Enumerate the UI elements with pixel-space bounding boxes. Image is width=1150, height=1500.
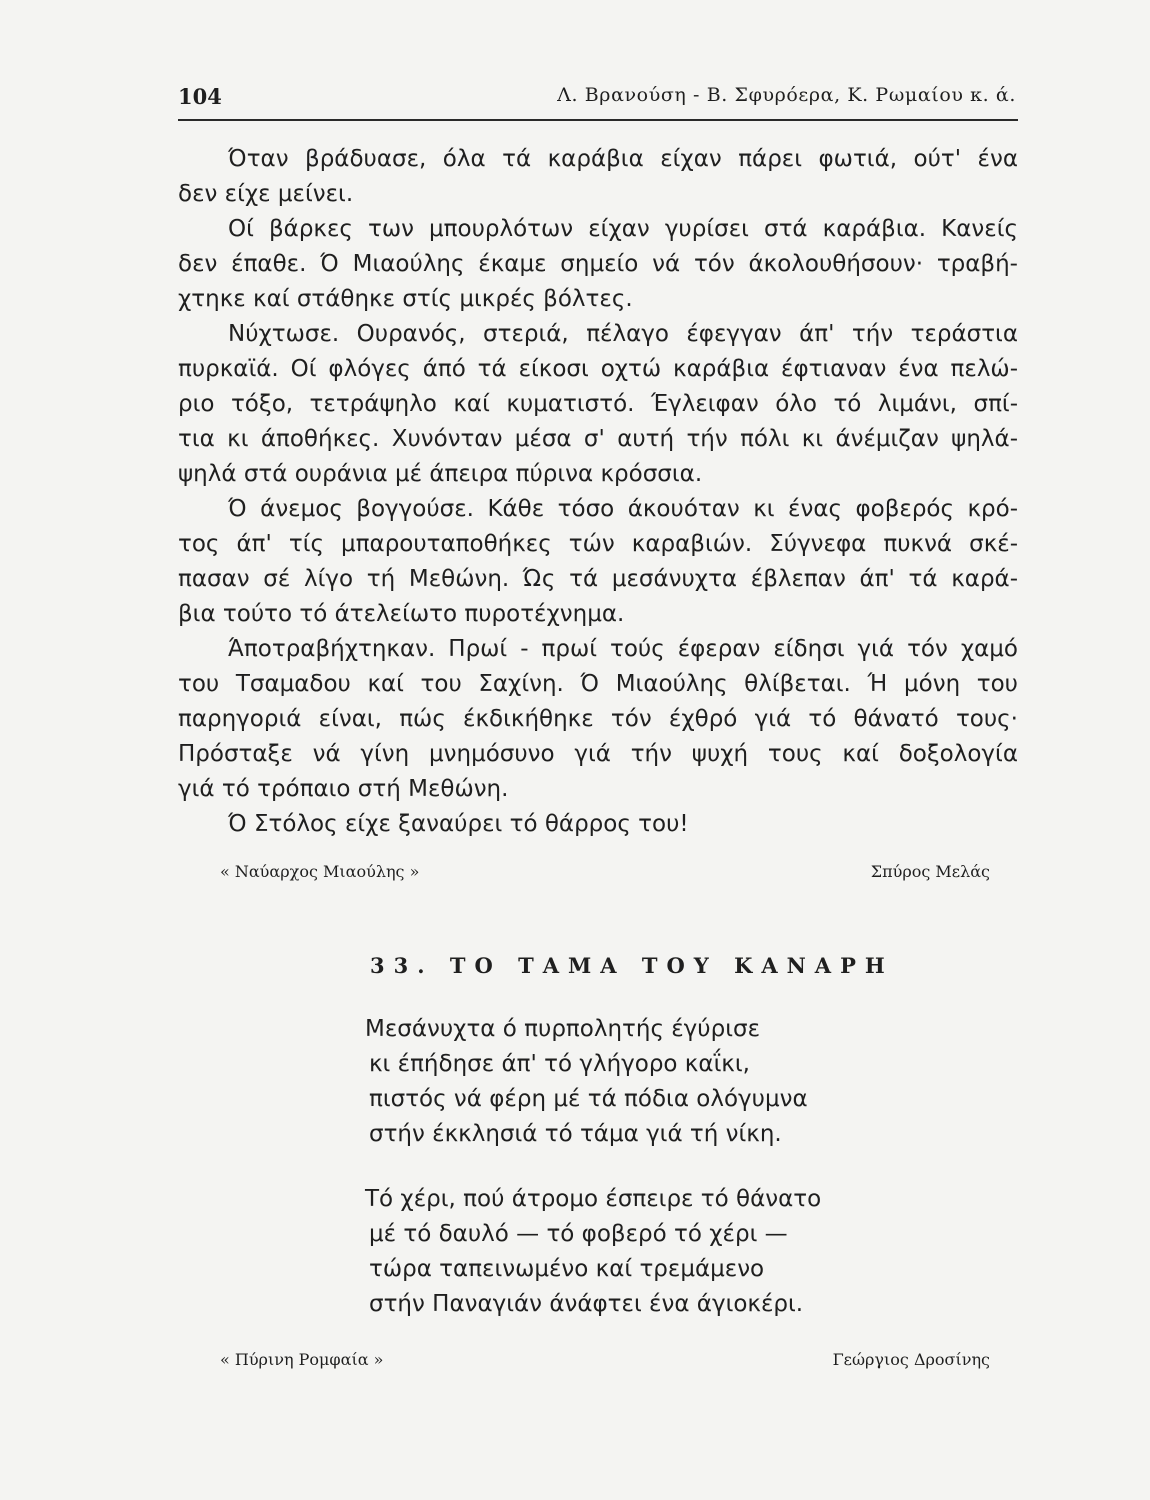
poem-line: Μεσάνυχτα ό πυρπολητής έγύρισε (365, 1016, 760, 1042)
text-line: γιά τό τρόπαιο στή Μεθώνη. (178, 776, 509, 802)
text-line: παρηγοριά είναι, πώς έκδικήθηκε τόν έχθρό γιά τό θάνατό τους· (178, 706, 1018, 732)
poem-author: Γεώργιος Δροσίνης (832, 1350, 990, 1369)
poem-line: κι έπήδησε άπ' τό γλήγορο καΐκι, (369, 1051, 750, 1077)
poem-stanza-2 (365, 1182, 1025, 1322)
text-line: ριο τόξο, τετράψηλο καί κυματιστό. Έγλειφαν όλο τό λιμάνι, σπί- (178, 391, 1018, 417)
running-head: Λ. Βρανούση - Β. Σφυρόερα, Κ. Ρωμαίου κ. ά. (557, 84, 1016, 106)
text-line: Οί βάρκες των μπουρλότων είχαν γυρίσει στά καράβια. Κανείς (228, 216, 1018, 242)
header-rule (178, 119, 1018, 121)
poem-line: τώρα ταπεινωμένο καί τρεμάμενο (369, 1256, 765, 1282)
text-line: Πρόσταξε νά γίνη μνημόσυνο γιά τήν ψυχή τους καί δοξολογία (178, 741, 1018, 767)
text-line: του Τσαμαδου καί του Σαχίνη. Ό Μιαούλης θλίβεται. Ή μόνη του (178, 671, 1018, 697)
text-line: τια κι άποθήκες. Χυνόνταν μέσα σ' αυτή τήν πόλι κι άνέμιζαν ψηλά- (178, 426, 1018, 452)
poem-line: στήν έκκλησιά τό τάμα γιά τή νίκη. (369, 1121, 782, 1147)
text-line: πυρκαϊά. Οί φλόγες άπό τά είκοσι οχτώ καράβια έφτιαναν ένα πελώ- (178, 356, 1018, 382)
story-source: « Ναύαρχος Μιαούλης » (220, 862, 420, 881)
text-line: Άποτραβήχτηκαν. Πρωί - πρωί τούς έφεραν είδησι γιά τόν χαμό (228, 636, 1018, 662)
text-line: Όταν βράδυασε, όλα τά καράβια είχαν πάρει φωτιά, ούτ' ένα (228, 146, 1018, 172)
text-line: τος άπ' τίς μπαρουταποθήκες τών καραβιών. Σύγνεφα πυκνά σκέ- (178, 531, 1018, 557)
text-line: δεν είχε μείνει. (178, 181, 354, 207)
story-author: Σπύρος Μελάς (870, 862, 990, 881)
poem-source: « Πύρινη Ρομφαία » (220, 1350, 384, 1369)
poem-stanza-1 (365, 1012, 1025, 1152)
text-line: Ό Στόλος είχε ξαναύρει τό θάρρος του! (228, 811, 689, 837)
text-line: Ό άνεμος βογγούσε. Κάθε τόσο άκουόταν κι ένας φοβερός κρό- (228, 496, 1018, 522)
poem-line: μέ τό δαυλό — τό φοβερό τό χέρι — (369, 1221, 788, 1247)
story-attribution (220, 862, 990, 892)
text-line: χτηκε καί στάθηκε στίς μικρές βόλτες. (178, 286, 633, 312)
poem-line: στήν Παναγιάν άνάφτει ένα άγιοκέρι. (369, 1291, 804, 1317)
poem-attribution (220, 1350, 990, 1380)
text-line: δεν έπαθε. Ό Μιαούλης έκαμε σημείο νά τόν άκολουθήσουν· τραβή- (178, 251, 1018, 277)
page-number: 104 (178, 84, 222, 109)
text-line: πασαν σέ λίγο τή Μεθώνη. Ώς τά μεσάνυχτα έβλεπαν άπ' τά καρά- (178, 566, 1018, 592)
story-text (178, 142, 1018, 842)
poem-line: πιστός νά φέρη μέ τά πόδια ολόγυμνα (369, 1086, 808, 1112)
section-title: 33. ΤΟ ΤΑΜΑ ΤΟΥ ΚΑΝΑΡΗ (370, 953, 894, 978)
page-header (178, 72, 1018, 112)
poem-line: Τό χέρι, πού άτρομο έσπειρε τό θάνατο (365, 1186, 822, 1212)
text-line: βια τούτο τό άτελείωτο πυροτέχνημα. (178, 601, 625, 627)
text-line: ψηλά στά ουράνια μέ άπειρα πύρινα κρόσσια. (178, 461, 703, 487)
text-line: Νύχτωσε. Ουρανός, στεριά, πέλαγο έφεγγαν άπ' τήν τεράστια (228, 321, 1018, 347)
